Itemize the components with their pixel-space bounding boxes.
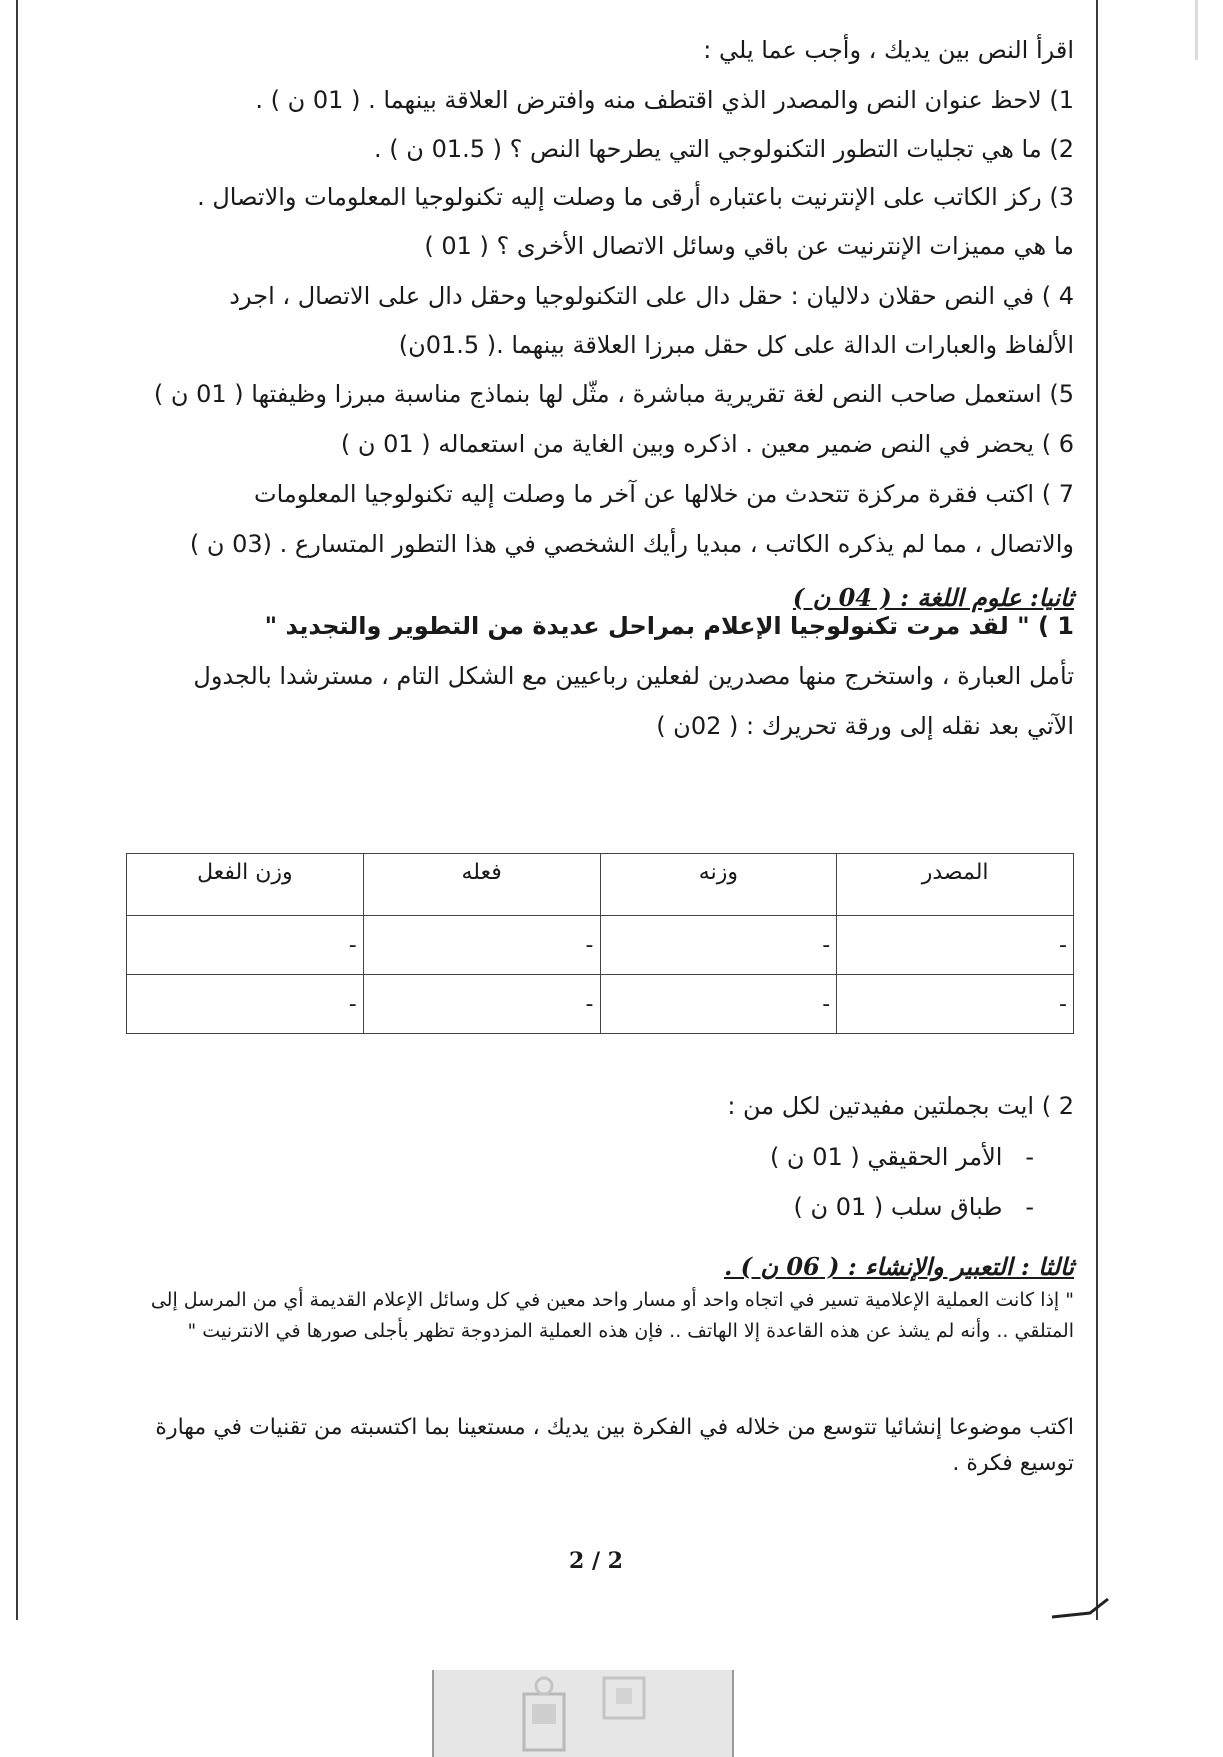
table-row [127, 975, 1074, 1034]
answer-table [126, 853, 1074, 1034]
table-header: وزن الفعل [127, 854, 364, 916]
question-3-line-2: ما هي مميزات الإنترنيت عن باقي وسائل الاتصال الأخرى ؟ ( 01 ) [424, 232, 1074, 260]
intro-instruction: اقرأ النص بين يديك ، وأجب عما يلي : [703, 36, 1074, 64]
question-4-line-2: الألفاظ والعبارات الدالة على كل حقل مبرزا العلاقة بينهما .( 01.5ن) [398, 331, 1074, 359]
section-3-quote: " إذا كانت العملية الإعلامية تسير في اتجاه واحد أو مسار واحد معين في كل وسائل الإعلام القديمة أي من المرسل إلى المتلقي .. وأنه لم يشذ عن هذه القاعدة إلا الهاتف .. فإن هذه العملية المزدوجة تظهر بأجلى صورها في الانترنيت " [150, 1289, 1074, 1342]
table-cell: - [363, 916, 600, 975]
page-number: 2 / 2 [569, 1548, 623, 1574]
section-3-task: اكتب موضوعا إنشائيا تتوسع من خلاله في الفكرة بين يديك ، مستعينا بما اكتسبته من تقنيات في مهارة توسيع فكرة . [155, 1415, 1074, 1476]
exam-page [16, 0, 1098, 1620]
bullet-text: الأمر الحقيقي ( 01 ن ) [769, 1143, 1003, 1171]
bullet-antithesis [118, 1193, 1034, 1221]
question-7-line-2: والاتصال ، مما لم يذكره الكاتب ، مبديا رأيك الشخصي في هذا التطور المتسارع . (03 ن ) [189, 530, 1074, 558]
question-2: 2) ما هي تجليات التطور التكنولوجي التي يطرحها النص ؟ ( 01.5 ن ) . [374, 135, 1074, 163]
table-row [127, 916, 1074, 975]
table-cell: - [837, 975, 1074, 1034]
pen-stroke-mark [1050, 1595, 1110, 1625]
bullet-real-imperative [118, 1143, 1034, 1171]
question-6: 6 ) يحضر في النص ضمير معين . اذكره وبين الغاية من استعماله ( 01 ن ) [340, 430, 1074, 458]
scanner-watermark-strip [432, 1670, 734, 1757]
question-1: 1) لاحظ عنوان النص والمصدر الذي اقتطف منه وافترض العلاقة بينهما . ( 01 ن ) . [255, 86, 1074, 114]
question-3-line-1: 3) ركز الكاتب على الإنترنيت باعتباره أرقى ما وصلت إليه تكنولوجيا المعلومات والاتصال . [197, 183, 1074, 211]
table-cell: - [363, 975, 600, 1034]
question-5: 5) استعمل صاحب النص لغة تقريرية مباشرة ، مثّل لها بنماذج مناسبة مبرزا وظيفتها ( 01 ن ) [153, 380, 1074, 408]
section-2-title: ثانيا: علوم اللغة : ( 04 ن ) [792, 583, 1074, 612]
section-3-title: ثالثا : التعبير والإنشاء : ( 06 ن ) . [723, 1252, 1074, 1281]
table-header: فعله [363, 854, 600, 916]
question-4-line-1: 4 ) في النص حقلان دلاليان : حقل دال على التكنولوجيا وحقل دال على الاتصال ، اجرد [229, 282, 1074, 310]
film-reel-icon [504, 1674, 664, 1754]
section-2-question-2: 2 ) ايت بجملتين مفيدتين لكل من : [727, 1092, 1074, 1120]
scan-edge-mark [1195, 0, 1198, 60]
bullet-dash: - [1025, 1193, 1034, 1221]
bullet-text: طباق سلب ( 01 ن ) [793, 1193, 1003, 1221]
table-cell: - [837, 916, 1074, 975]
section-2-instruction-line-2: الآتي بعد نقله إلى ورقة تحريرك : ( 02ن ) [656, 712, 1074, 740]
question-7-line-1: 7 ) اكتب فقرة مركزة تتحدث من خلالها عن آخر ما وصلت إليه تكنولوجيا المعلومات [254, 480, 1074, 508]
bullet-dash: - [1025, 1143, 1034, 1171]
table-header-row [127, 854, 1074, 916]
table-cell: - [127, 916, 364, 975]
table-cell: - [600, 916, 837, 975]
section-2-instruction-line-1: تأمل العبارة ، واستخرج منها مصدرين لفعلين رباعيين مع الشكل التام ، مسترشدا بالجدول [193, 662, 1074, 690]
table-header: وزنه [600, 854, 837, 916]
table-header: المصدر [837, 854, 1074, 916]
section-2-quote: 1 ) " لقد مرت تكنولوجيا الإعلام بمراحل عديدة من التطوير والتجديد " [264, 612, 1074, 640]
table-cell: - [127, 975, 364, 1034]
table-cell: - [600, 975, 837, 1034]
